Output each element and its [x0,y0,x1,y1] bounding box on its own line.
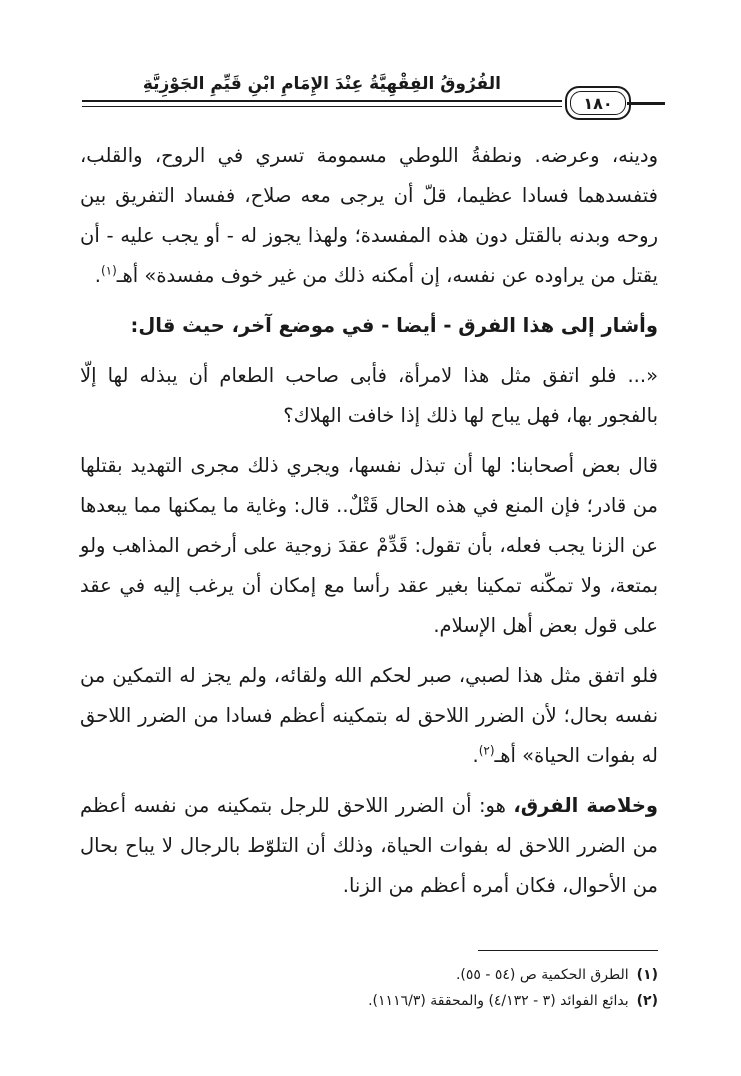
footnote-2-text: بدائع الفوائد (٣ - ٤/١٣٢) والمحققة (١١١٦/٣). [368,993,629,1009]
header-rule [82,100,562,102]
paragraph-3: «... فلو اتفق مثل هذا لامرأة، فأبى صاحب الطعام أن يبذله لها إلّا بالفجور بها، فهل يباح لها ذلك إذا خافت الهلاك؟ [80,364,658,427]
paragraph-5-text: فلو اتفق مثل هذا لصبي، صبر لحكم الله ولقائه، ولم يجز له التمكين من نفسه بحال؛ لأن الضرر اللاحق له بتمكينه أعظم فسادا من الضرر اللاحق له بفوات الحياة» أهـ [80,664,658,767]
paragraph-6 [80,786,658,906]
footnote-ref-2: (٢) [478,743,495,758]
footnote-rule [478,950,658,951]
footnote-2-number: (٢) [636,993,658,1009]
page-number: ١٨٠ [583,93,613,113]
footnote-1 [80,962,658,988]
paragraph-5: فلو اتفق مثل هذا لصبي، صبر لحكم الله ولقائه، ولم يجز له التمكين من نفسه بحال؛ لأن الضرر اللاحق له بتمكينه أعظم فسادا من الضرر اللاحق له بفوات الحياة» أهـ$^{(٢)}$. [80,664,658,767]
footnote-2 [80,988,658,1014]
running-title: الفُرُوقُ الفِقْهِيَّةُ عِنْدَ الإِمَامِ ابْنِ قَيِّمِ الجَوْزِيَّةِ [142,74,501,94]
summary-lead: وخلاصة الفرق، [513,794,658,817]
paragraph-6-text: هو: أن الضرر اللاحق للرجل بتمكينه من نفسه أعظم من الضرر اللاحق له بفوات الحياة، وذلك أن التلوّط بالرجال لا يباح بحال من الأحوال، فكان أمره أعظم من الزنا. [80,794,658,897]
footnotes [80,962,658,1014]
page-number-box [565,86,631,120]
header-rule-thin [82,106,562,107]
paragraph-1-text: ودينه، وعرضه. ونطفةُ اللوطي مسمومة تسري في الروح، والقلب، فتفسدهما فسادا عظيما، قلّ أن يرجى معه صلاح، ففساد التفريق بين روحه وبدنه بالقتل دون هذه المفسدة؛ ولهذا يجوز له - أو يجب عليه - أن يقتل من يراوده عن نفسه، إن أمكنه ذلك من غير خوف مفسدة» أهـ [80,144,658,287]
body-text [80,136,658,906]
paragraph-2: وأشار إلى هذا الفرق - أيضا - في موضع آخر، حيث قال: [130,314,658,337]
paragraph-1: ودينه، وعرضه. ونطفةُ اللوطي مسمومة تسري في الروح، والقلب، فتفسدهما فسادا عظيما، قلّ أن يرجى معه صلاح، ففساد التفريق بين روحه وبدنه بالقتل دون هذه المفسدة؛ ولهذا يجوز له - أو يجب عليه - أن يقتل من يراوده عن نفسه، إن أمكنه ذلك من غير خوف مفسدة» أهـ$^{(١)}$. [80,144,658,287]
page-number-rule [627,102,665,105]
footnote-1-text: الطرق الحكمية ص (٥٤ - ٥٥). [455,967,629,983]
footnote-ref-1: (١) [100,263,117,278]
footnote-1-number: (١) [636,967,658,983]
paragraph-4: قال بعض أصحابنا: لها أن تبذل نفسها، ويجري ذلك مجرى التهديد بقتلها من قادر؛ فإن المنع في هذه الحال قَتْلٌ.. قال: وغاية ما يمكنها مما يبعدها عن الزنا يجب فعله، بأن تقول: قَدِّمْ عقدَ زوجية على أرخص المذاهب ولو بمتعة، ولا تمكّنه تمكينا بغير عقد رأسا مع إمكان أن يرغب إليه في عقد على قول بعض أهل الإسلام. [80,454,658,637]
